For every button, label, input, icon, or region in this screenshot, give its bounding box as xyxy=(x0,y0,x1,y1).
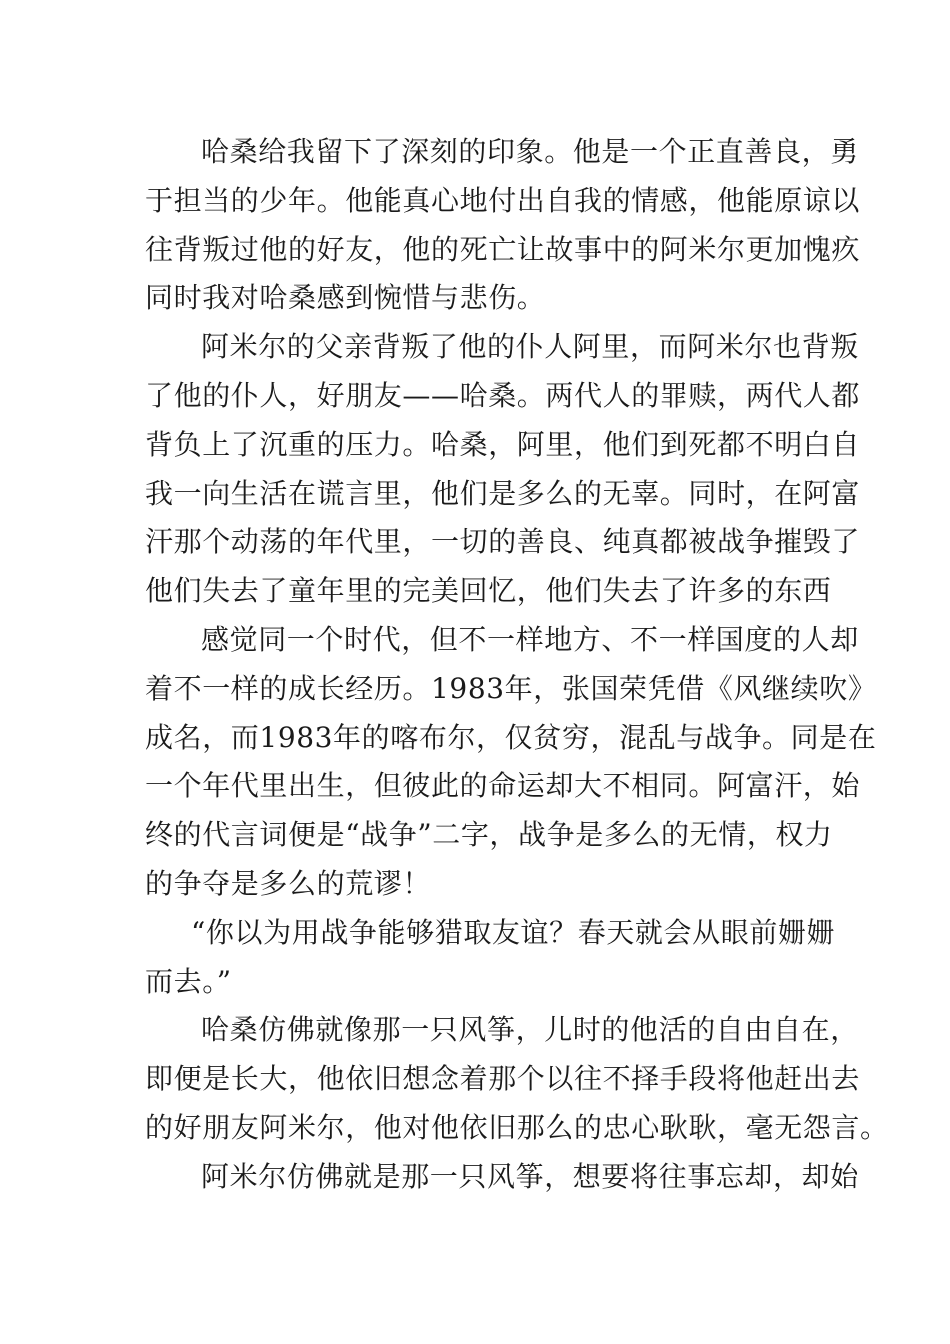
text-line: 一个年代里出生，但彼此的命运却大不相同。阿富汗，始 xyxy=(145,769,861,803)
text-line: 阿米尔仿佛就是那一只风筝，想要将往事忘却，却始 xyxy=(201,1159,859,1193)
text-line: 往背叛过他的好友，他的死亡让故事中的阿米尔更加愧疚 xyxy=(145,232,861,266)
text-line: 感觉同一个时代，但不一样地方、不一样国度的人却 xyxy=(201,622,859,656)
text-line: 于担当的少年。他能真心地付出自我的情感，他能原谅以 xyxy=(145,183,861,217)
text-line: 哈桑仿佛就像那一只风筝，儿时的他活的自由自在， xyxy=(201,1013,859,1047)
text-line: 汗那个动荡的年代里，一切的善良、纯真都被战争摧毁了 xyxy=(145,525,861,559)
text-line: 我一向生活在谎言里，他们是多么的无辜。同时，在阿富 xyxy=(145,476,861,510)
text-line: 了他的仆人，好朋友——哈桑。两代人的罪赎，两代人都 xyxy=(145,378,861,412)
text-line: 成名，而1983年的喀布尔，仅贫穷，混乱与战争。同是在 xyxy=(145,720,877,754)
text-line: 同时我对哈桑感到惋惜与悲伤。 xyxy=(145,281,546,315)
document-body xyxy=(145,128,889,1202)
text-line: 背负上了沉重的压力。哈桑，阿里，他们到死都不明白自 xyxy=(145,427,861,461)
text-line: 阿米尔的父亲背叛了他的仆人阿里，而阿米尔也背叛 xyxy=(201,330,859,364)
text-line: 而去。” xyxy=(145,964,232,998)
text-line: “你以为用战争能够猎取友谊？春天就会从眼前姗姗 xyxy=(191,915,836,949)
text-line: 即便是长大，他依旧想念着那个以往不择手段将他赶出去 xyxy=(145,1062,861,1096)
text-line: 哈桑给我留下了深刻的印象。他是一个正直善良，勇 xyxy=(201,135,859,168)
text-line: 着不一样的成长经历。1983年，张国荣凭借《风继续吹》 xyxy=(145,671,877,705)
text-line: 的争夺是多么的荒谬！ xyxy=(145,866,432,900)
text-line: 的好朋友阿米尔，他对他依旧那么的忠心耿耿，毫无怨言。 xyxy=(145,1110,889,1144)
text-line: 终的代言词便是“战争”二字，战争是多么的无情，权力 xyxy=(145,818,833,852)
text-line: 他们失去了童年里的完美回忆，他们失去了许多的东西 xyxy=(145,574,832,608)
